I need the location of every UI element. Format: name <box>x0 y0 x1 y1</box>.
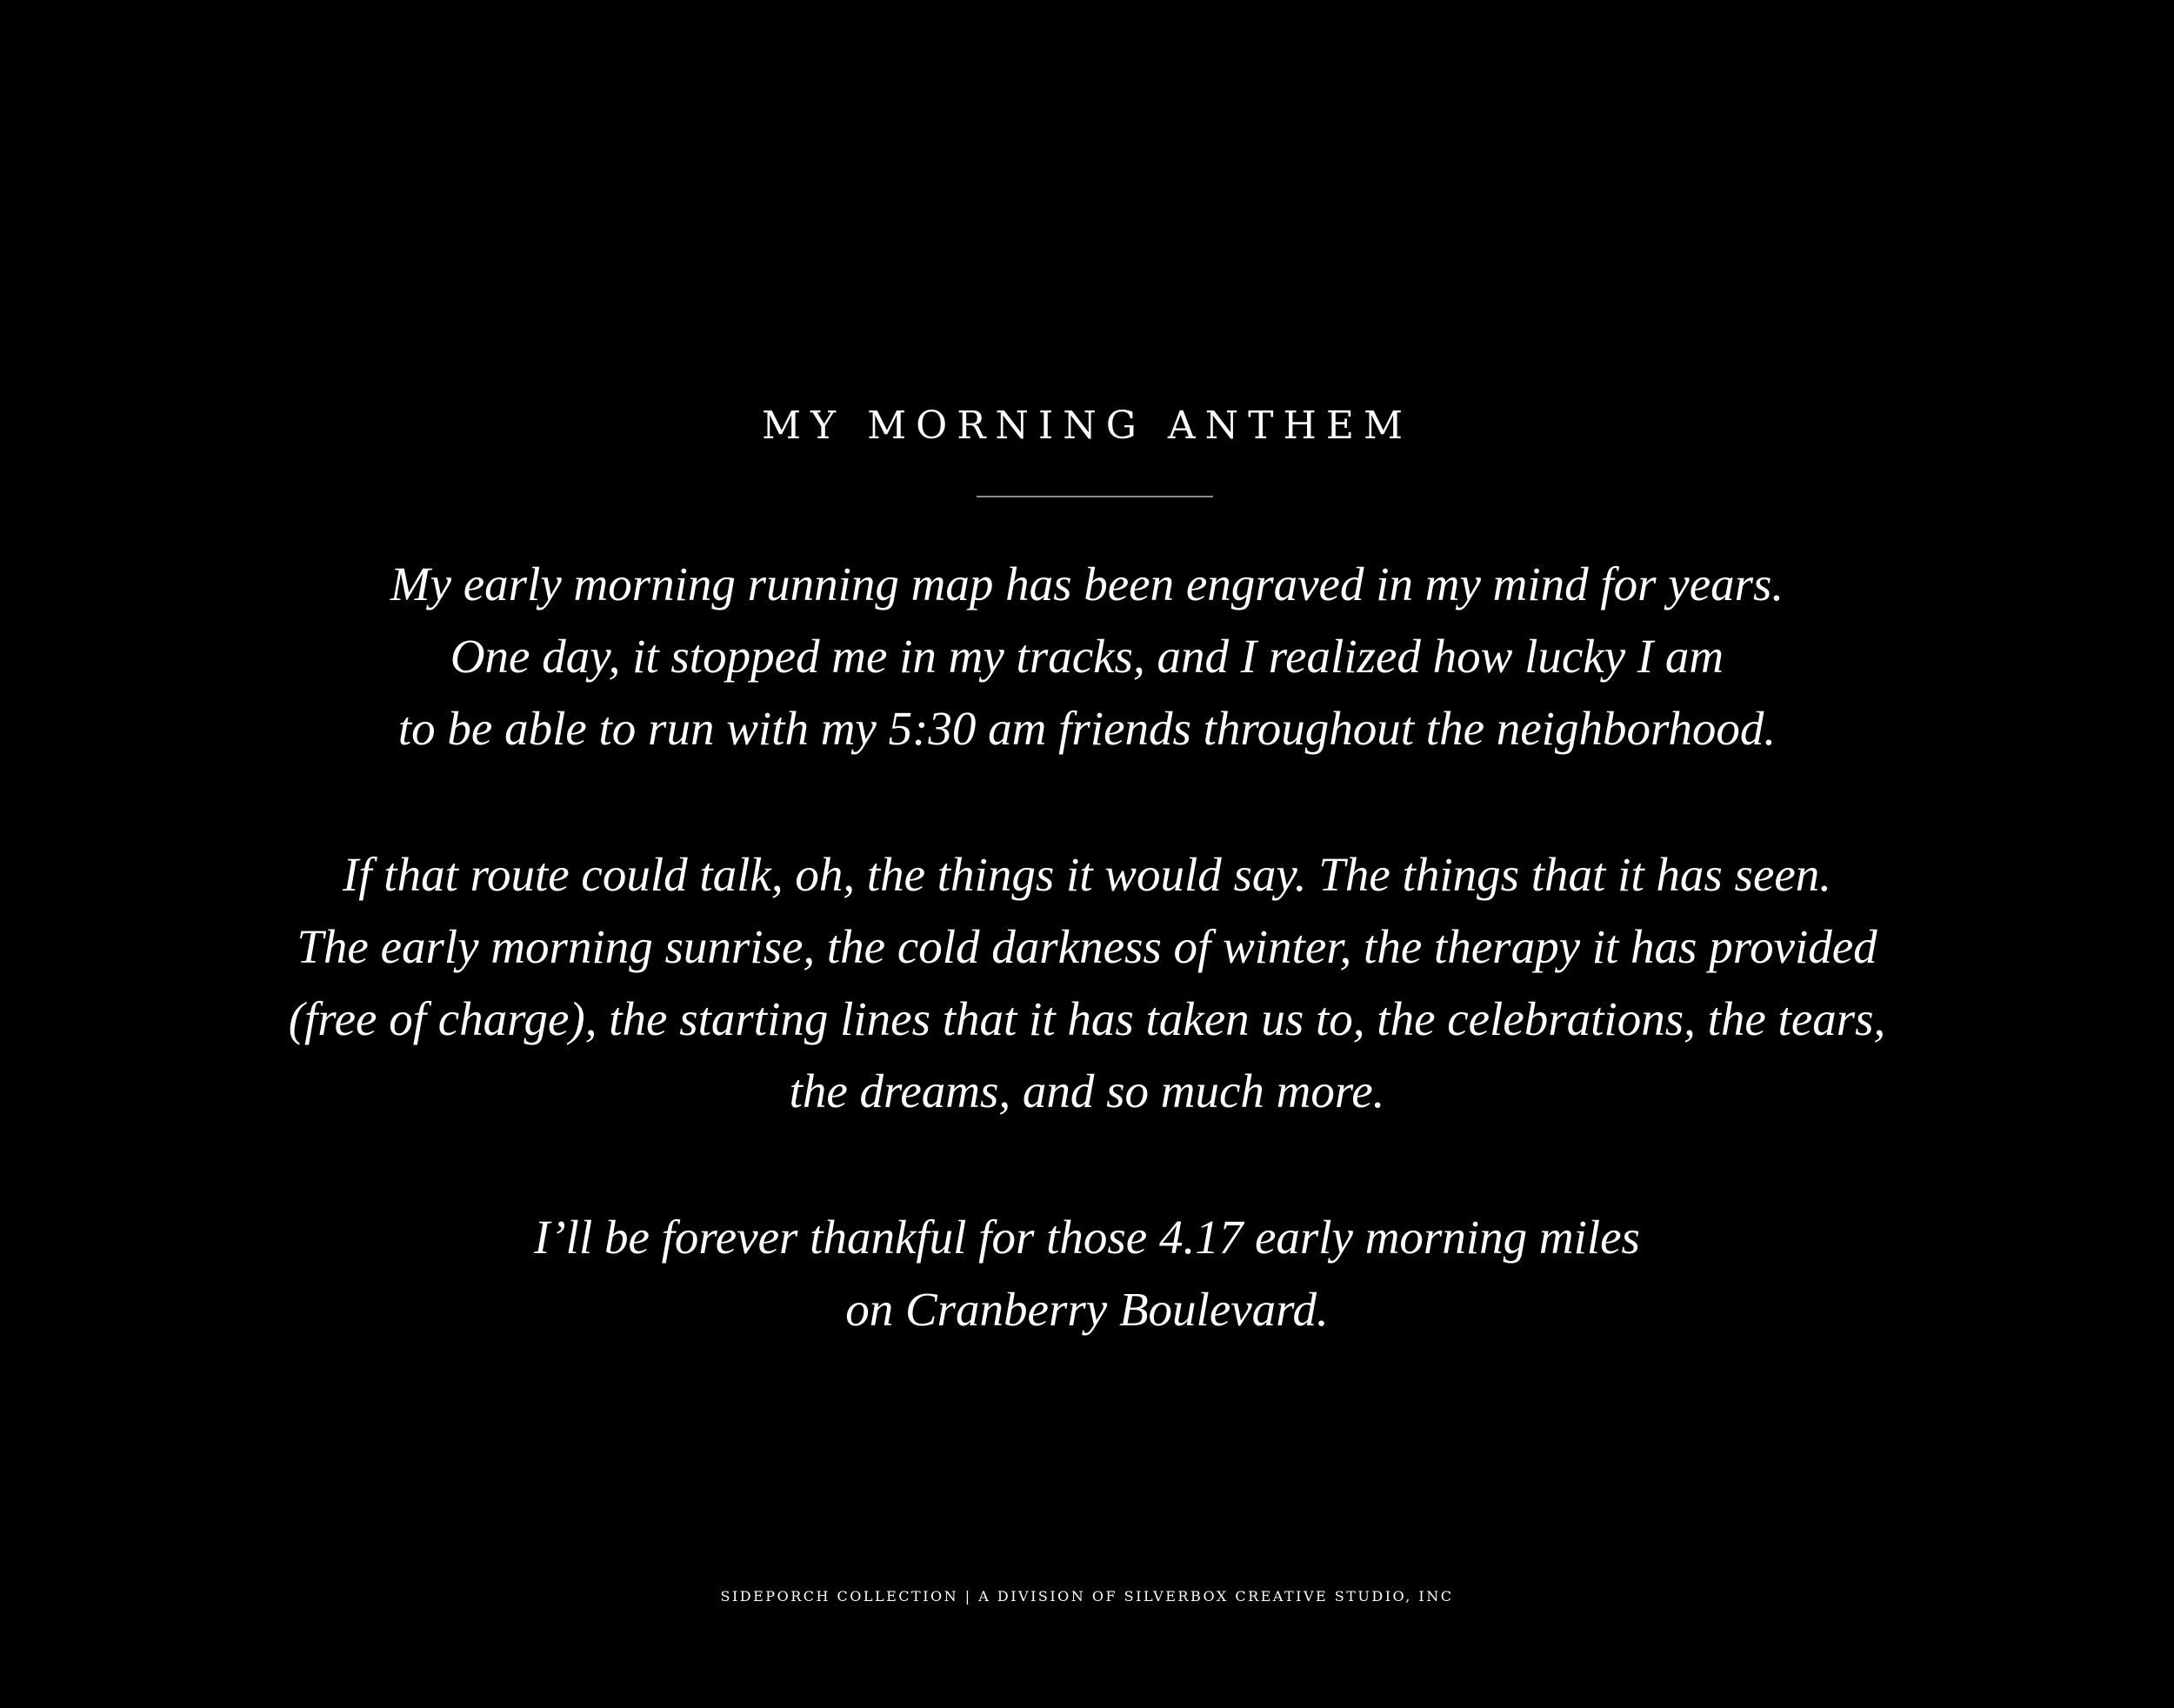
title-divider <box>977 496 1213 497</box>
page-title: MY MORNING ANTHEM <box>761 404 1413 448</box>
paragraph-line: One day, it stopped me in my tracks, and I realized how lucky I am <box>450 630 1724 683</box>
paragraph-2 <box>174 838 2000 1127</box>
paragraph-line: (free of charge), the starting lines that it has taken us to, the celebrations, the tears, <box>288 992 1886 1045</box>
paragraph-line: The early morning sunrise, the cold darkness of winter, the therapy it has provided <box>297 920 1877 973</box>
paragraph-3 <box>174 1201 2000 1345</box>
footer-credit: SIDEPORCH COLLECTION | A DIVISION OF SILVERBOX CREATIVE STUDIO, INC <box>720 1588 1454 1605</box>
paragraph-line: If that route could talk, oh, the things it would say. The things that it has seen. <box>342 848 1832 901</box>
paragraph-line: the dreams, and so much more. <box>789 1064 1385 1118</box>
paragraph-1 <box>174 548 2000 764</box>
paragraph-line: My early morning running map has been engraved in my mind for years. <box>390 557 1784 610</box>
paragraph-line: to be able to run with my 5:30 am friends throughout the neighborhood. <box>397 702 1777 755</box>
paragraph-line: on Cranberry Boulevard. <box>845 1283 1329 1336</box>
paragraph-line: I’ll be forever thankful for those 4.17 early morning miles <box>534 1211 1640 1264</box>
